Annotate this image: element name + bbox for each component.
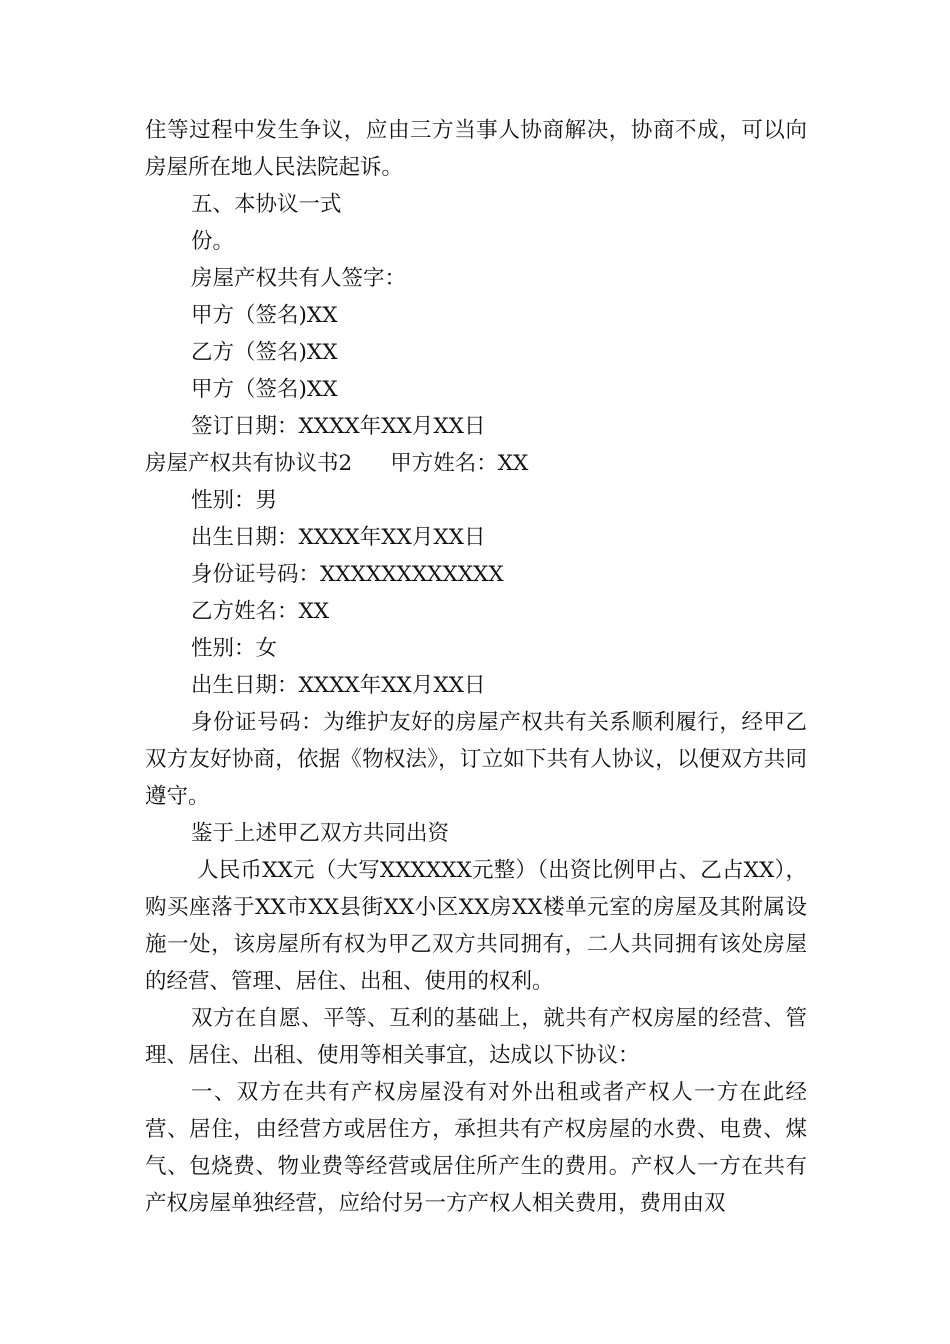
clause-5-copies: 五、本协议一式 <box>191 192 342 217</box>
principle-paragraph-wrap <box>145 1000 807 1074</box>
party-b-birthdate: 出生日期：XXXX年XX月XX日 <box>191 673 486 698</box>
investment-paragraph-wrap <box>145 852 807 1000</box>
party-a-name: 甲方姓名：XX <box>390 451 529 476</box>
agreement-2-title: 房屋产权共有协议书2 <box>145 451 353 476</box>
party-b-name: 乙方姓名：XX <box>191 599 330 624</box>
signer-line-3: 甲方（签名)XX <box>191 377 338 402</box>
party-b-id-paragraph-wrap <box>145 704 807 815</box>
signer-line-2: 乙方（签名)XX <box>191 340 338 365</box>
investment-paragraph: 人民币XX元（大写XXXXXX元整）（出资比例甲占、乙占XX），购买座落于XX市XX县街XX小区XX房XX楼单元室的房屋及其附属设施一处，该房屋所有权为甲乙双方共同拥有，二人共同拥有该处房屋的经营、管理、居住、出租、使用的权利。 <box>145 858 807 994</box>
signer-line-1: 甲方（签名)XX <box>191 303 338 328</box>
party-a-birthdate: 出生日期：XXXX年XX月XX日 <box>191 525 486 550</box>
agreement-2-header <box>145 445 807 482</box>
clause-1-paragraph-wrap <box>145 1074 807 1222</box>
clause-1-paragraph: 一、双方在共有产权房屋没有对外出租或者产权人一方在此经营、居住，由经营方或居住方，承担共有产权房屋的水费、电费、煤气、包烧费、物业费等经营或居住所产生的费用。产权人一方在共有产权房屋单独经营，应给付另一方产权人相关费用，费用由双 <box>145 1080 807 1216</box>
whereas-line: 鉴于上述甲乙双方共同出资 <box>191 821 450 846</box>
clause-5-copies-end: 份。 <box>191 229 235 254</box>
party-b-gender: 性别：女 <box>191 636 278 661</box>
party-a-gender: 性别：男 <box>191 488 278 513</box>
document-body <box>145 112 807 1222</box>
party-a-id-number: 身份证号码：XXXXXXXXXXXX <box>191 562 504 587</box>
sign-date: 签订日期：XXXX年XX月XX日 <box>191 414 486 439</box>
principle-paragraph: 双方在自愿、平等、互利的基础上，就共有产权房屋的经营、管理、居住、出租、使用等相关事宜，达成以下协议： <box>145 1006 807 1068</box>
dispute-clause-continuation: 住等过程中发生争议，应由三方当事人协商解决，协商不成，可以向房屋所在地人民法院起诉。 <box>145 118 807 180</box>
signature-heading: 房屋产权共有人签字： <box>191 266 407 291</box>
party-b-id-paragraph: 身份证号码：为维护友好的房屋产权共有关系顺利履行，经甲乙双方友好协商，依据《物权法》，订立如下共有人协议，以便双方共同遵守。 <box>145 710 807 809</box>
